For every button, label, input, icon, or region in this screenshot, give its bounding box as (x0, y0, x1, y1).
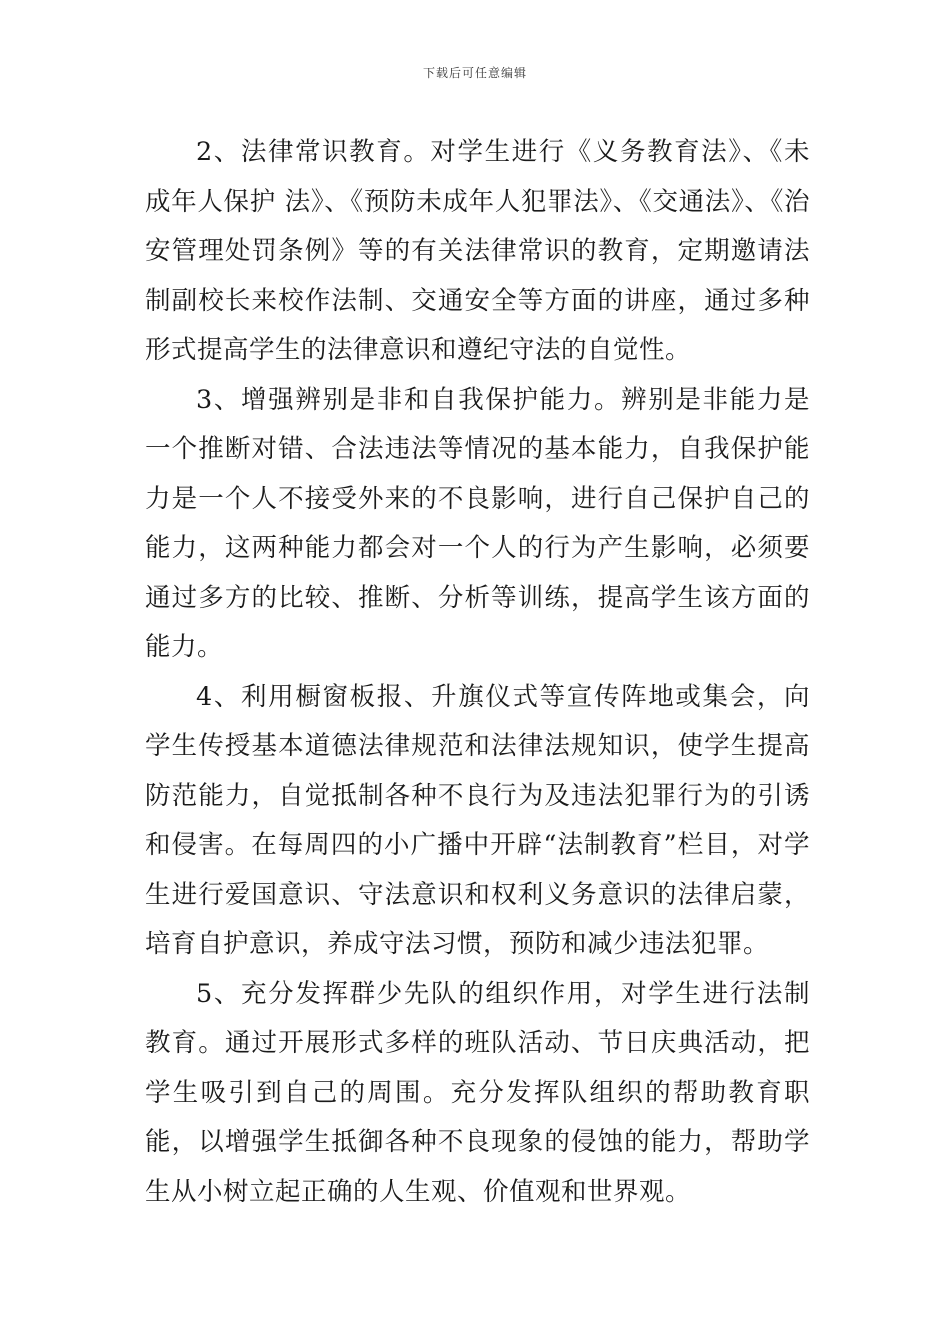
paragraph-item-4: 4、利用橱窗板报、升旗仪式等宣传阵地或集会，向学生传授基本道德法律规范和法律法规知识，使学生提高防范能力，自觉抵制各种不良行为及违法犯罪行为的引诱和侵害。在每周四的小广播中开辟“法制教育”栏目，对学生进行爱国意识、守法意识和权利义务意识的法律启蒙，培育自护意识，养成守法习惯，预防和减少违法犯罪。 (145, 681, 810, 959)
page-header-note: 下载后可任意编辑 (422, 66, 527, 80)
paragraph-item-5: 5、充分发挥群少先队的组织作用，对学生进行法制教育。通过开展形式多样的班队活动、节日庆典活动，把学生吸引到自己的周围。充分发挥队组织的帮助教育职能，以增强学生抵御各种不良现象的侵蚀的能力，帮助学生从小树立起正确的人生观、价值观和世界观。 (145, 978, 810, 1207)
paragraph-item-3: 3、增强辨别是非和自我保护能力。辨别是非能力是一个推断对错、合法违法等情况的基本能力，自我保护能力是一个人不接受外来的不良影响，进行自己保护自己的能力，这两种能力都会对一个人的行为产生影响，必须要通过多方的比较、推断、分析等训练，提高学生该方面的能力。 (145, 384, 810, 662)
paragraph-item-2: 2、法律常识教育。对学生进行《义务教育法》、《未成年人保护 法》、《预防未成年人犯罪法》、《交通法》、《治安管理处罚条例》等的有关法律常识的教育，定期邀请法制副校长来校作法制、交通安全等方面的讲座，通过多种形式提高学生的法律意识和遵纪守法的自觉性。 (145, 137, 810, 365)
document-body (145, 128, 810, 1217)
